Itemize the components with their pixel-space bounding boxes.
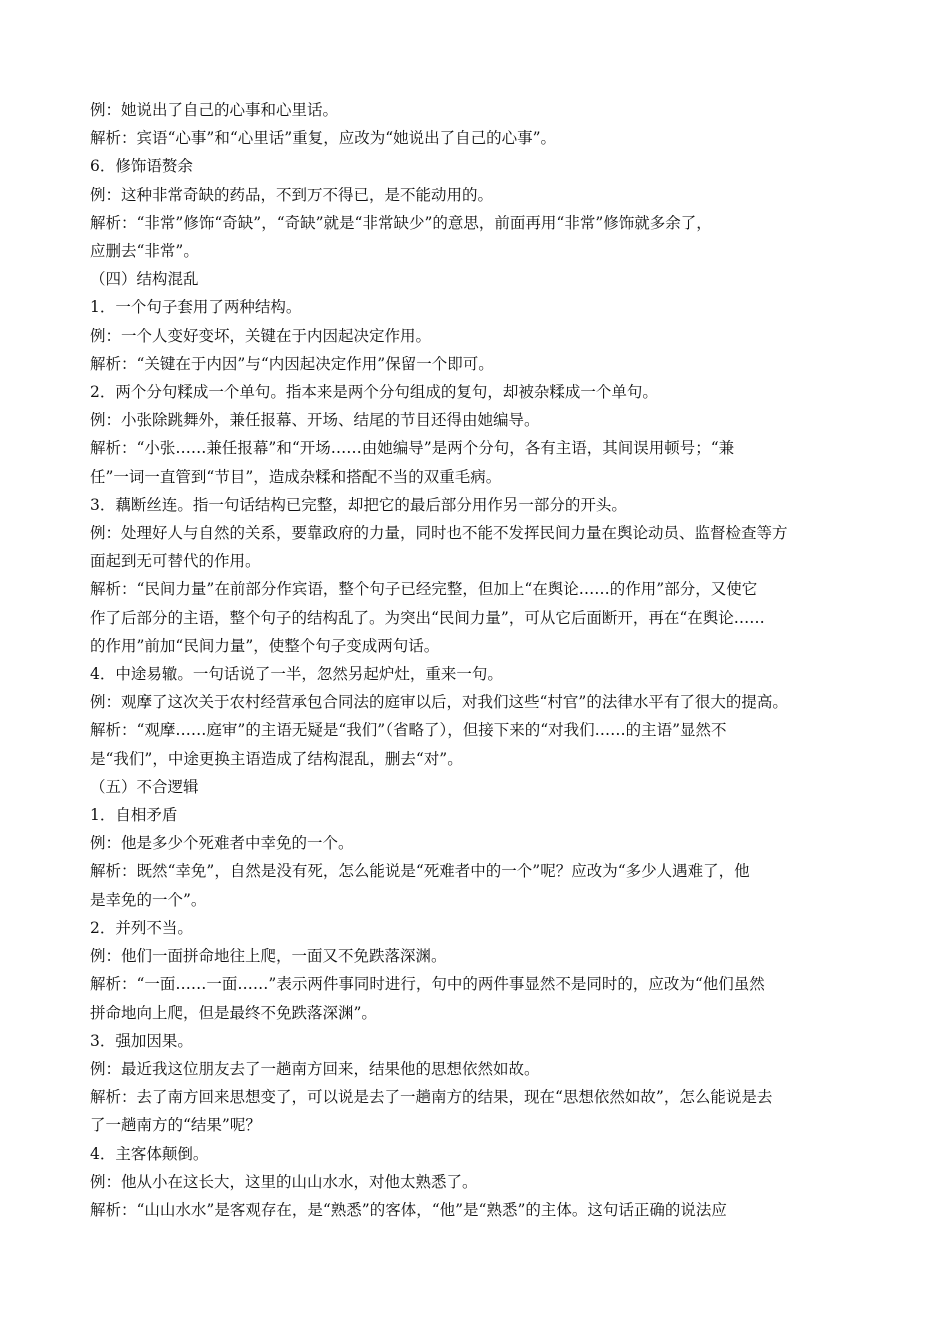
section-heading: 4．主客体颠倒。 [90,1144,209,1163]
text-line: 例：观摩了这次关于农村经营承包合同法的庭审以后，对我们这些“村官”的法律水平有了很大的提高。 [90,693,788,712]
section-heading: （五）不合逻辑 [90,777,199,796]
text-line: 拼命地向上爬，但是最终不免跌落深渊”。 [90,1003,377,1022]
section-heading: 3．强加因果。 [90,1031,193,1050]
text-line: 例：她说出了自己的心事和心里话。 [90,101,339,119]
section-heading: 6．修饰语赘余 [90,157,193,176]
text-line: 解析：“一面……一面……”表示两件事同时进行，句中的两件事显然不是同时的，应改为“他们虽然 [90,975,765,994]
text-line: 的作用”前加“民间力量”，使整个句子变成两句话。 [90,636,440,655]
section-heading: （四）结构混乱 [90,270,199,289]
text-line: 例：他们一面拼命地往上爬，一面又不免跌落深渊。 [90,947,447,966]
text-line: 解析：“民间力量”在前部分作宾语，整个句子已经完整，但加上“在舆论……的作用”部分，又使它 [90,580,758,599]
text-line: 例：最近我这位朋友去了一趟南方回来，结果他的思想依然如故。 [90,1059,540,1078]
text-line: 面起到无可替代的作用。 [90,552,261,571]
text-line: 例：一个人变好变坏，关键在于内因起决定作用。 [90,326,432,345]
text-line: 解析：去了南方回来思想变了，可以说是去了一趟南方的结果，现在“思想依然如故”，怎么能说是去 [90,1088,773,1107]
section-heading: 2．两个分句糅成一个单句。指本来是两个分句组成的复句，却被杂糅成一个单句。 [90,383,658,402]
text-line: 例：处理好人与自然的关系，要靠政府的力量，同时也不能不发挥民间力量在舆论动员、监督检查等方 [90,524,788,543]
text-line: 解析：宾语“心事”和“心里话”重复，应改为“她说出了自己的心事”。 [90,129,557,148]
text-line: 是幸免的一个”。 [90,890,207,909]
text-line: 例：这种非常奇缺的药品，不到万不得已，是不能动用的。 [90,185,494,204]
text-line: 应删去“非常”。 [90,242,199,261]
text-line: 作了后部分的主语，整个句子的结构乱了。为突出“民间力量”，可从它后面断开，再在“在舆论…… [90,608,765,627]
text-line: 任”一词一直管到“节目”，造成杂糅和搭配不当的双重毛病。 [90,467,502,486]
section-heading: 3．藕断丝连。指一句话结构已完整，却把它的最后部分用作另一部分的开头。 [90,495,627,514]
text-line: 解析：既然“幸免”，自然是没有死，怎么能说是“死难者中的一个”呢？应改为“多少人遇难了，他 [90,862,750,881]
section-heading: 1．自相矛盾 [90,806,178,825]
text-line: 例：他从小在这长大，这里的山山水水，对他太熟悉了。 [90,1172,478,1191]
text-line: 解析：“关键在于内因”与“内因起决定作用”保留一个即可。 [90,354,494,373]
text-line: 解析：“非常”修饰“奇缺”，“奇缺”就是“非常缺少”的意思，前面再用“非常”修饰就多余了， [90,213,712,232]
section-heading: 2．并列不当。 [90,918,193,937]
section-heading: 1．一个句子套用了两种结构。 [90,298,302,317]
text-line: 解析：“山山水水”是客观存在，是“熟悉”的客体，“他”是“熟悉”的主体。这句话正确的说法应 [90,1200,727,1219]
section-heading: 4．中途易辙。一句话说了一半，忽然另起炉灶，重来一句。 [90,665,503,684]
text-line: 解析：“观摩……庭审”的主语无疑是“我们”（省略了），但接下来的“对我们……的主语”显然不 [90,721,727,740]
text-line: 了一趟南方的“结果”呢？ [90,1116,261,1135]
text-line: 例：小张除跳舞外，兼任报幕、开场、结尾的节目还得由她编导。 [90,411,540,430]
document-body [90,96,870,1224]
text-line: 是“我们”，中途更换主语造成了结构混乱，删去“对”。 [90,749,463,768]
text-line: 解析：“小张……兼任报幕”和“开场……由她编导”是两个分句，各有主语，其间误用顿号；“兼 [90,439,735,458]
text-line: 例：他是多少个死难者中幸免的一个。 [90,834,354,853]
